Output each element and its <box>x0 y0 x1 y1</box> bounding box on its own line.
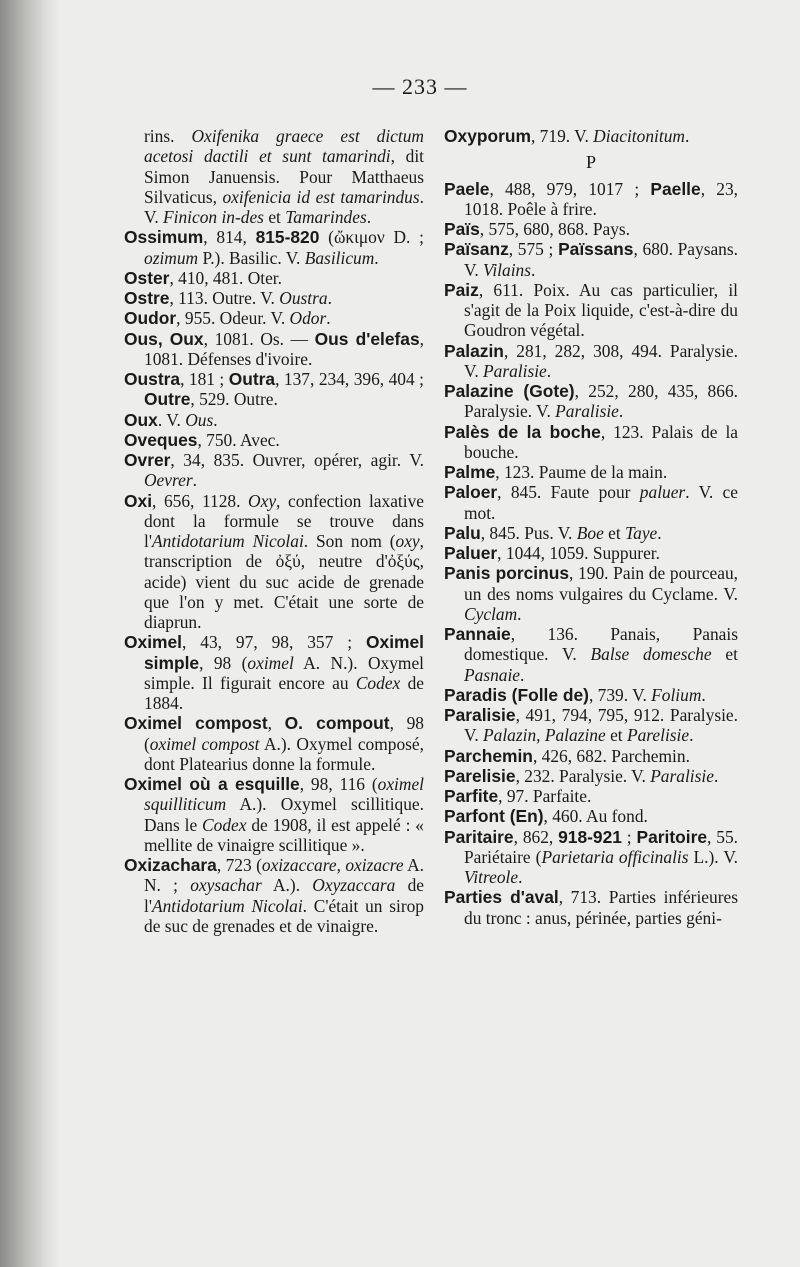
headword: Outre <box>144 389 191 410</box>
entry-text: . <box>684 126 690 146</box>
italic-text: oxifenicia id est tamarindus <box>222 186 420 207</box>
entry-text: . <box>192 470 197 491</box>
entry-text: , 123. Paume de la main. <box>495 462 668 482</box>
entry-text: . <box>327 288 332 308</box>
entry-text: et <box>711 644 738 665</box>
dictionary-entry <box>124 126 424 227</box>
dictionary-entry <box>444 766 738 786</box>
entry-text: , 955. Odeur. V. <box>176 308 290 329</box>
entry-text: de l' <box>144 875 425 916</box>
entry-text: , 862, <box>513 826 559 847</box>
italic-text: Codex <box>355 672 401 693</box>
entry-text: . <box>713 765 719 786</box>
headword: Paritaire <box>444 826 514 847</box>
right-column <box>444 126 738 928</box>
dictionary-entry <box>124 855 424 936</box>
section-letter <box>444 152 738 172</box>
headword: Oudor <box>124 308 177 329</box>
dictionary-entry <box>444 543 738 563</box>
entry-text: A. N. ; <box>144 855 424 896</box>
headword: Ous d'elefas <box>314 328 420 349</box>
entry-text: , 181 ; <box>180 369 229 389</box>
entry-text: . <box>689 725 694 746</box>
headword: O. compout <box>284 713 390 734</box>
dictionary-entry <box>444 746 738 766</box>
italic-text: Vitreole <box>464 867 519 887</box>
entry-text: et <box>605 725 627 746</box>
headword: Palazine (Gote) <box>444 381 575 401</box>
entry-text: , 55. Pariétaire ( <box>464 826 738 867</box>
dictionary-entry <box>124 430 424 450</box>
headword: Palme <box>444 462 496 482</box>
italic-text: paluer <box>639 482 686 503</box>
dictionary-entry <box>444 179 738 220</box>
dictionary-entry <box>444 806 738 826</box>
entry-text: , 98 ( <box>144 713 425 754</box>
dictionary-entry <box>124 774 424 855</box>
entry-text: . V. <box>144 186 424 227</box>
entry-text: , 575 ; <box>508 239 559 260</box>
entry-text: . V. ce mot. <box>464 482 738 523</box>
italic-text: Parelisie <box>626 725 690 746</box>
italic-text: Taye <box>625 522 658 543</box>
headword: Païs <box>444 219 480 239</box>
entry-text: , 611. Poix. Au cas particulier, il s'agit de la Poix liquide, c'est-à-dire du Goudron végétal. <box>464 279 738 341</box>
entry-text: , 723 ( <box>216 855 262 875</box>
italic-text: Ous <box>185 409 214 430</box>
headword: Oster <box>124 267 170 288</box>
entry-text: . <box>213 409 218 430</box>
dictionary-entry <box>124 450 424 491</box>
dictionary-entry <box>124 410 424 430</box>
headword: Pannaie <box>444 624 511 644</box>
headword: Parfite <box>444 786 499 806</box>
dictionary-entry <box>444 219 738 239</box>
entry-text: . <box>701 684 706 705</box>
headword: 815-820 <box>255 227 320 248</box>
italic-text: oximel squilliticum <box>144 774 424 815</box>
dictionary-entry <box>124 227 424 268</box>
headword: Oximel compost <box>124 713 268 734</box>
headword: Oximel où a esquille <box>124 774 300 794</box>
entry-text: rins. <box>144 126 192 146</box>
italic-text: oxy <box>395 531 420 551</box>
entry-text: , 1081. Défenses d'ivoire. <box>144 328 424 369</box>
entry-text: . <box>531 259 536 280</box>
entry-text: , 136. Panais, Panais domestique. V. <box>464 624 738 665</box>
entry-text: , 426, 682. Parchemin. <box>532 745 690 766</box>
entry-text: , 529. Outre. <box>190 389 278 410</box>
entry-text: . <box>366 207 372 227</box>
dictionary-entry <box>444 685 738 705</box>
entry-text: , 113. Outre. V. <box>169 288 280 308</box>
italic-text: Vilains <box>483 259 532 280</box>
italic-text: Oevrer <box>144 470 193 491</box>
entry-text: . <box>374 247 379 268</box>
entry-text: , 750. Avec. <box>197 429 280 450</box>
entry-text: , 410, 481. Oter. <box>169 267 282 288</box>
entry-text: , 845. Pus. V. <box>480 522 577 543</box>
headword: Ovrer <box>124 450 171 470</box>
entry-text: , 656, 1128. <box>152 490 249 511</box>
entry-text: , 232. Paralysie. V. <box>515 765 651 786</box>
headword: Ossimum <box>124 227 204 248</box>
italic-text: Oxifenika graece est dictum acetosi dactili et sunt tamarindi <box>144 126 424 167</box>
headword: Outra <box>228 369 276 389</box>
dictionary-entry <box>124 369 424 410</box>
italic-text: Diacitonitum <box>593 126 685 146</box>
entry-text: . <box>546 360 552 381</box>
headword: Oxizachara <box>124 855 217 875</box>
italic-text: oxysachar <box>190 875 262 896</box>
headword: Paradis (Folle de) <box>444 684 589 705</box>
entry-text: . C'était un sirop de suc de grenades et de vinaigre. <box>144 895 424 936</box>
headword: Oximel <box>124 632 182 653</box>
headword: Parelisie <box>444 765 516 786</box>
entry-text: , 98, 116 ( <box>299 774 378 794</box>
entry-text: , 1081. Os. — <box>203 328 315 349</box>
dictionary-entry <box>444 280 738 341</box>
italic-text: Pasnaie <box>464 664 521 685</box>
entry-text: , 488, 979, 1017 ; <box>489 178 651 199</box>
italic-text: Tamarindes <box>285 207 367 227</box>
headword: Paralisie <box>444 705 516 725</box>
italic-text: Antidotarium Nicolai <box>151 895 303 916</box>
italic-text: Paralisie <box>483 360 547 381</box>
dictionary-entry <box>124 329 424 370</box>
entry-text: ; <box>621 826 637 847</box>
headword: Oximel simple <box>144 632 424 673</box>
dictionary-entry <box>124 308 424 328</box>
entry-text: de 1884. <box>144 672 424 713</box>
italic-text: Paralisie <box>555 401 619 422</box>
dictionary-entry <box>124 632 424 713</box>
headword: Paloer <box>444 482 498 503</box>
dictionary-entry <box>444 827 738 888</box>
headword: Paele <box>444 178 490 199</box>
entry-text: (ὤκιμον D. ; <box>319 227 424 248</box>
italic-text: Parietaria officinalis <box>541 846 689 867</box>
entry-text: A.). Oxymel scillitique. Dans le <box>144 794 424 835</box>
headword: Oustra <box>124 369 181 389</box>
entry-text: . <box>517 603 522 624</box>
headword: Parfont (En) <box>444 806 544 827</box>
entry-text: , 281, 282, 308, 494. Paralysie. V. <box>464 340 738 381</box>
italic-text: oxizaccare, oxizacre <box>261 855 404 875</box>
entry-text: , 1044, 1059. Suppurer. <box>497 543 660 563</box>
entry-text: , 137, 234, 396, 404 ; <box>275 369 424 389</box>
entry-text: L.). V. <box>688 846 739 867</box>
dictionary-entry <box>444 341 738 382</box>
dictionary-entry <box>444 563 738 624</box>
entry-text: , dit Simon Januensis. Pour Matthaeus Silvaticus, <box>144 146 424 207</box>
dictionary-entry <box>444 239 738 280</box>
dictionary-entry <box>444 523 738 543</box>
entry-text: , 34, 835. Ouvrer, opérer, agir. V. <box>170 450 424 470</box>
dictionary-entry <box>124 288 424 308</box>
italic-text: Cyclam <box>464 603 518 624</box>
dictionary-entry <box>124 268 424 288</box>
entry-text: . <box>518 867 523 887</box>
headword: Païsanz <box>444 239 509 260</box>
headword: Palazin <box>444 340 504 361</box>
italic-text: Palazin, Palazine <box>483 725 606 746</box>
dictionary-entry <box>444 887 738 928</box>
entry-text: , <box>267 713 285 734</box>
entry-text: de 1908, il est appelé : « mellite de vinaigre scillitique ». <box>144 814 424 855</box>
entry-text: A.). Oxymel composé, dont Platearius donne la formule. <box>144 733 424 774</box>
headword: Oxi <box>124 490 153 511</box>
entry-text: , 23, 1018. Poêle à frire. <box>464 178 738 219</box>
italic-text: Finicon in-des <box>163 207 264 227</box>
entry-text: . <box>326 308 331 329</box>
entry-text: , 252, 280, 435, 866. Paralysie. V. <box>464 381 738 422</box>
entry-text: , 680. Paysans. V. <box>464 239 738 280</box>
italic-text: ozimum <box>144 247 199 268</box>
dictionary-entry <box>444 381 738 422</box>
dictionary-entry <box>444 462 738 482</box>
headword: Paluer <box>444 543 498 563</box>
entry-text: , confection laxative dont la formule se trouve dans l' <box>144 490 424 551</box>
entry-text: . Son nom ( <box>303 531 396 551</box>
headword: Oveques <box>124 429 198 450</box>
entry-text: , 575, 680, 868. Pays. <box>479 219 631 239</box>
entry-text: , 97. Parfaite. <box>498 786 592 806</box>
headword: Paelle <box>650 178 701 199</box>
entry-text: , 713. Parties inférieures du tronc : anus, périnée, parties géni- <box>464 887 738 928</box>
entry-text: . <box>657 522 662 543</box>
entry-text: . <box>618 401 624 422</box>
headword: Païssans <box>558 239 634 260</box>
italic-text: Oxy <box>248 490 277 511</box>
dictionary-entry <box>444 624 738 685</box>
headword: Ostre <box>124 288 170 308</box>
italic-text: Antidotarium Nicolai <box>151 531 304 551</box>
italic-text: Codex <box>202 814 247 835</box>
entry-text: A.). <box>261 875 313 896</box>
page-number: — 233 — <box>372 74 468 99</box>
entry-text: , 460. Au fond. <box>543 806 648 827</box>
entry-text: et <box>263 207 286 227</box>
entry-text: , 719. V. <box>530 126 594 146</box>
entry-text: et <box>603 522 626 543</box>
entry-text: , 739. V. <box>588 684 652 705</box>
headword: Parties d'aval <box>444 887 559 908</box>
dictionary-entry <box>444 786 738 806</box>
italic-text: Folium <box>651 684 702 705</box>
entry-text: , 814, <box>203 227 256 248</box>
entry-text: , transcription de ὀξύ, neutre d'ὀξύς, acide) vient du suc acide de grenade que l'on y met. C'était une sorte de diaprun. <box>144 531 424 632</box>
entry-text: P <box>585 152 596 173</box>
entry-text: A. N.). Oxymel simple. Il figurait encore au <box>144 652 424 693</box>
italic-text: oximel compost <box>149 733 260 754</box>
page-gutter-shadow <box>0 0 60 1267</box>
italic-text: Balse domesche <box>590 644 712 665</box>
entry-text: , 491, 794, 795, 912. Paralysie. V. <box>464 705 738 746</box>
headword: Paritoire <box>636 826 708 847</box>
entry-text: , 845. Faute pour <box>497 482 640 503</box>
italic-text: Odor <box>289 308 327 329</box>
entry-text: , 98 ( <box>199 652 248 673</box>
headword: Panis porcinus <box>444 563 570 584</box>
headword: Ous, Oux <box>124 328 204 349</box>
headword: Palu <box>444 522 481 543</box>
headword: Parchemin <box>444 745 533 766</box>
entry-text: , 43, 97, 98, 357 ; <box>182 632 366 653</box>
dictionary-entry <box>444 482 738 523</box>
left-column <box>124 126 424 936</box>
headword: 918-921 <box>558 826 622 847</box>
dictionary-entry <box>124 713 424 774</box>
headword: Oxyporum <box>444 126 531 146</box>
headword: Oux <box>124 409 158 430</box>
entry-text: . V. <box>157 409 186 430</box>
headword: Palès de la boche <box>444 421 601 442</box>
dictionary-entry <box>124 491 424 633</box>
italic-text: Oustra <box>279 288 328 308</box>
dictionary-entry <box>444 705 738 746</box>
entry-text: , 123. Palais de la bouche. <box>464 421 738 462</box>
headword: Paiz <box>444 279 479 300</box>
entry-text: P.). Basilic. V. <box>198 247 305 268</box>
entry-text: , 190. Pain de pourceau, un des noms vulgaires du Cyclame. V. <box>464 563 738 604</box>
dictionary-entry <box>444 422 738 463</box>
italic-text: Oxyzaccara <box>312 875 396 896</box>
italic-text: Paralisie <box>650 765 714 786</box>
dictionary-entry <box>444 126 738 146</box>
italic-text: Basilicum <box>304 247 375 268</box>
entry-text: . <box>520 664 525 685</box>
italic-text: oximel <box>247 652 294 673</box>
italic-text: Boe <box>576 522 604 543</box>
